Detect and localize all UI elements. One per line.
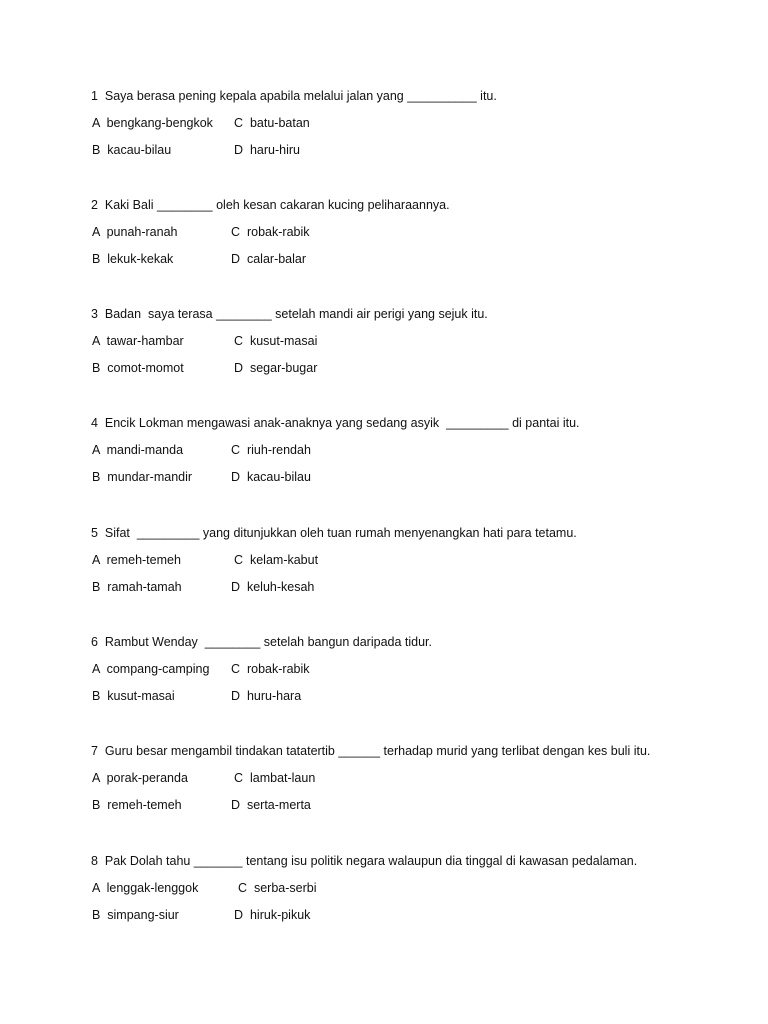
question-stem: 4 Encik Lokman mengawasi anak-anaknya yang sedang asyik _________ di pantai itu.	[91, 416, 580, 430]
option-d: D hiruk-pikuk	[234, 908, 311, 922]
question-stem: 2 Kaki Bali ________ oleh kesan cakaran kucing peliharaannya.	[91, 198, 450, 212]
option-c: C kelam-kabut	[234, 553, 319, 567]
option-a: A compang-camping	[92, 662, 210, 676]
option-d: D kacau-bilau	[231, 470, 311, 484]
option-b: B kusut-masai	[92, 689, 175, 703]
question-stem: 3 Badan saya terasa ________ setelah mandi air perigi yang sejuk itu.	[91, 307, 488, 321]
option-a: A punah-ranah	[92, 225, 178, 239]
question-stem: 5 Sifat _________ yang ditunjukkan oleh tuan rumah menyenangkan hati para tetamu.	[91, 526, 577, 540]
option-b: B kacau-bilau	[92, 143, 172, 157]
option-d: D keluh-kesah	[231, 580, 315, 594]
option-c: C kusut-masai	[234, 334, 318, 348]
option-a: A mandi-manda	[92, 443, 184, 457]
option-d: D serta-merta	[231, 798, 311, 812]
option-c: C robak-rabik	[231, 662, 310, 676]
option-d: D segar-bugar	[234, 361, 318, 375]
option-c: C robak-rabik	[231, 225, 310, 239]
option-c: C batu-batan	[234, 116, 310, 130]
option-a: A bengkang-bengkok	[92, 116, 213, 130]
option-b: B mundar-mandir	[92, 470, 193, 484]
option-d: D calar-balar	[231, 252, 307, 266]
option-b: B lekuk-kekak	[92, 252, 174, 266]
option-a: A remeh-temeh	[92, 553, 181, 567]
option-c: C serba-serbi	[238, 881, 317, 895]
option-b: B comot-momot	[92, 361, 184, 375]
option-a: A lenggak-lenggok	[92, 881, 199, 895]
option-d: D haru-hiru	[234, 143, 300, 157]
option-b: B simpang-siur	[92, 908, 179, 922]
option-a: A porak-peranda	[92, 771, 188, 785]
question-stem: 1 Saya berasa pening kepala apabila melalui jalan yang __________ itu.	[91, 89, 497, 103]
option-a: A tawar-hambar	[92, 334, 184, 348]
question-stem: 7 Guru besar mengambil tindakan tatatertib ______ terhadap murid yang terlibat dengan kes buli itu.	[91, 744, 651, 758]
question-stem: 6 Rambut Wenday ________ setelah bangun daripada tidur.	[91, 635, 432, 649]
option-c: C lambat-laun	[234, 771, 316, 785]
option-b: B remeh-temeh	[92, 798, 182, 812]
option-b: B ramah-tamah	[92, 580, 182, 594]
question-stem: 8 Pak Dolah tahu _______ tentang isu politik negara walaupun dia tinggal di kawasan pedalaman.	[91, 854, 638, 868]
option-c: C riuh-rendah	[231, 443, 311, 457]
option-d: D huru-hara	[231, 689, 302, 703]
